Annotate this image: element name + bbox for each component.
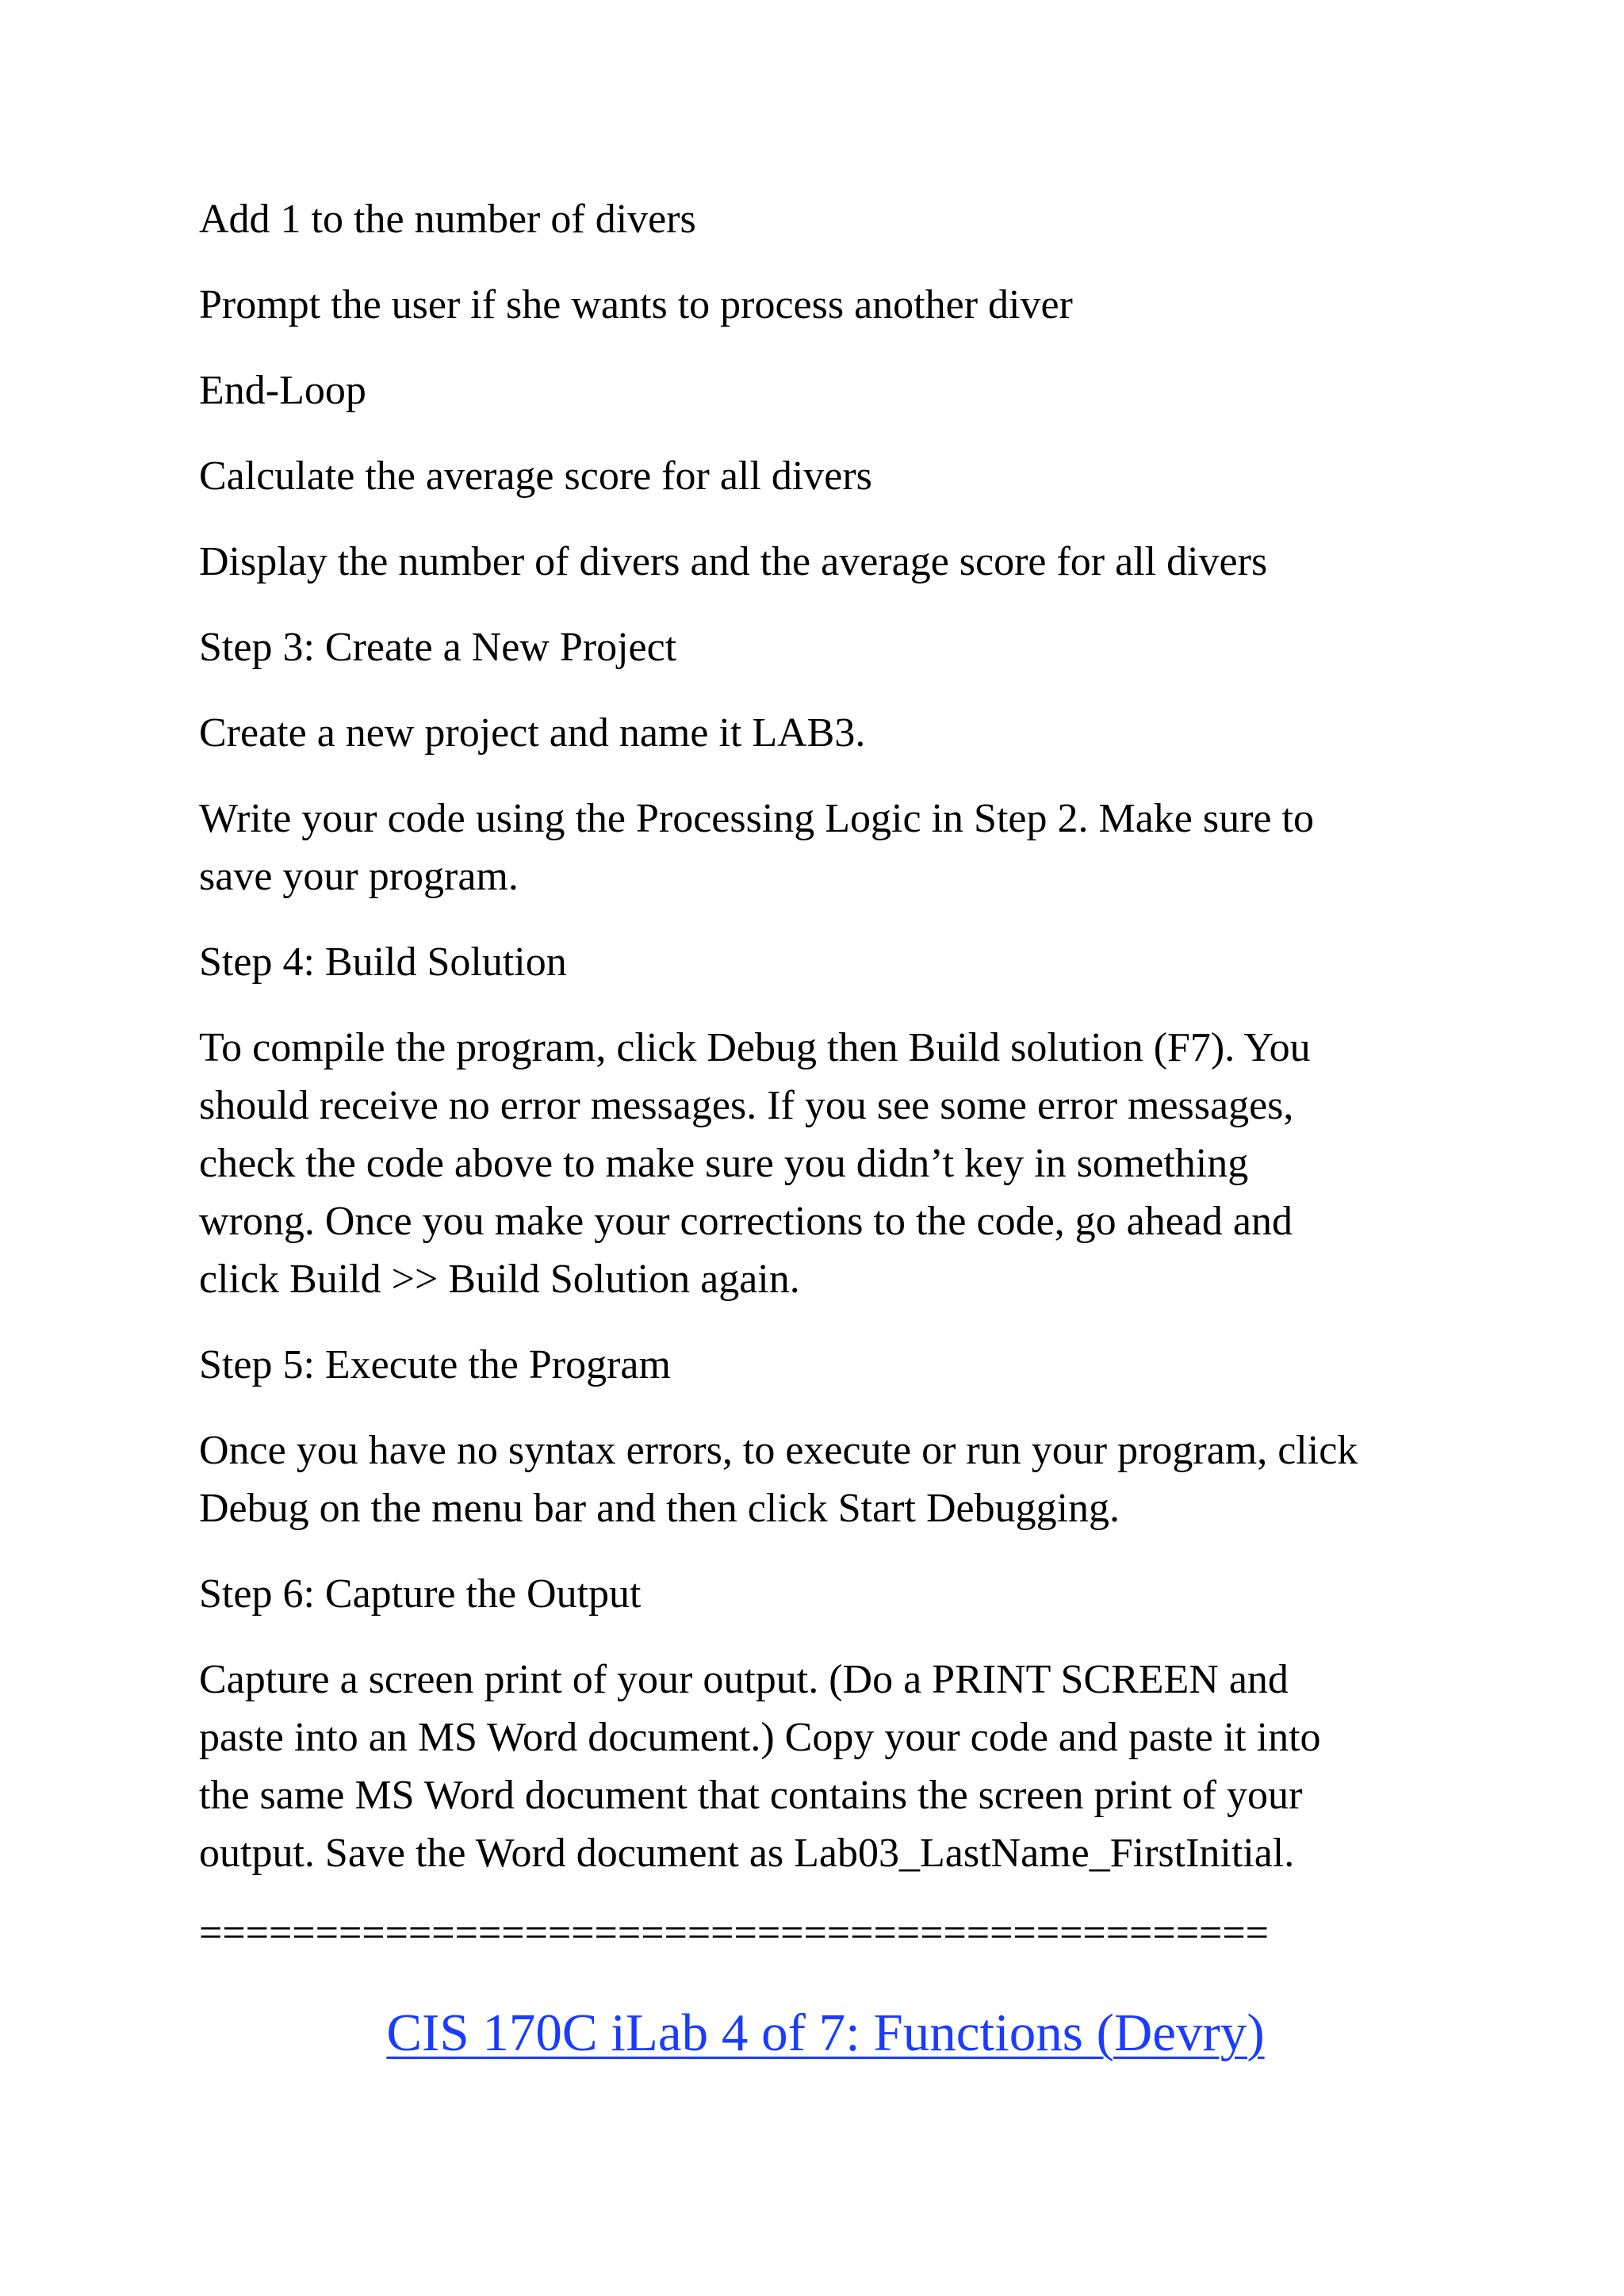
next-lab-link[interactable]: CIS 170C iLab 4 of 7: Functions (Devry) (386, 2003, 1265, 2062)
text-paragraph (199, 190, 1452, 248)
text-line: check the code above to make sure you didn’t key in something (199, 1141, 1249, 1186)
text-paragraph (199, 704, 1452, 762)
text-line: the same MS Word document that contains the screen print of your (199, 1773, 1303, 1818)
text-line: To compile the program, click Debug then Build solution (F7). You (199, 1025, 1311, 1070)
text-paragraph (199, 533, 1452, 591)
text-paragraph (199, 1422, 1452, 1537)
text-line: save your program. (199, 854, 519, 899)
text-line: output. Save the Word document as Lab03_LastName_FirstInitial. (199, 1831, 1295, 1876)
text-line: Create a new project and name it LAB3. (199, 710, 866, 756)
text-paragraph (199, 1336, 1452, 1394)
text-line: Step 4: Build Solution (199, 939, 567, 985)
paragraph-list (199, 190, 1452, 1882)
section-divider: ============================================== (199, 1911, 1270, 1956)
text-paragraph (199, 1651, 1452, 1882)
text-line: Prompt the user if she wants to process another diver (199, 282, 1073, 327)
text-line: paste into an MS Word document.) Copy your code and paste it into (199, 1715, 1321, 1760)
text-paragraph (199, 933, 1452, 991)
text-line: Debug on the menu bar and then click Start Debugging. (199, 1486, 1120, 1531)
text-paragraph (199, 362, 1452, 419)
text-paragraph (199, 1565, 1452, 1623)
text-line: Step 3: Create a New Project (199, 625, 677, 670)
text-line: Write your code using the Processing Logic in Step 2. Make sure to (199, 796, 1314, 841)
next-lab-link-container (199, 2001, 1452, 2064)
document-body (199, 190, 1452, 2064)
text-line: should receive no error messages. If you see some error messages, (199, 1083, 1294, 1128)
text-paragraph (199, 1019, 1452, 1308)
text-paragraph (199, 618, 1452, 676)
text-line: wrong. Once you make your corrections to the code, go ahead and (199, 1199, 1293, 1244)
text-line: Once you have no syntax errors, to execute or run your program, click (199, 1428, 1358, 1473)
text-line: End-Loop (199, 368, 366, 413)
text-line: Display the number of divers and the average score for all divers (199, 539, 1268, 584)
text-paragraph (199, 790, 1452, 905)
text-line: click Build >> Build Solution again. (199, 1257, 800, 1302)
text-line: Calculate the average score for all divers (199, 453, 872, 499)
text-line: Step 6: Capture the Output (199, 1571, 642, 1617)
text-paragraph (199, 447, 1452, 505)
text-line: Capture a screen print of your output. (Do a PRINT SCREEN and (199, 1657, 1289, 1702)
text-line: Step 5: Execute the Program (199, 1342, 671, 1387)
text-paragraph (199, 276, 1452, 334)
text-line: Add 1 to the number of divers (199, 197, 696, 242)
